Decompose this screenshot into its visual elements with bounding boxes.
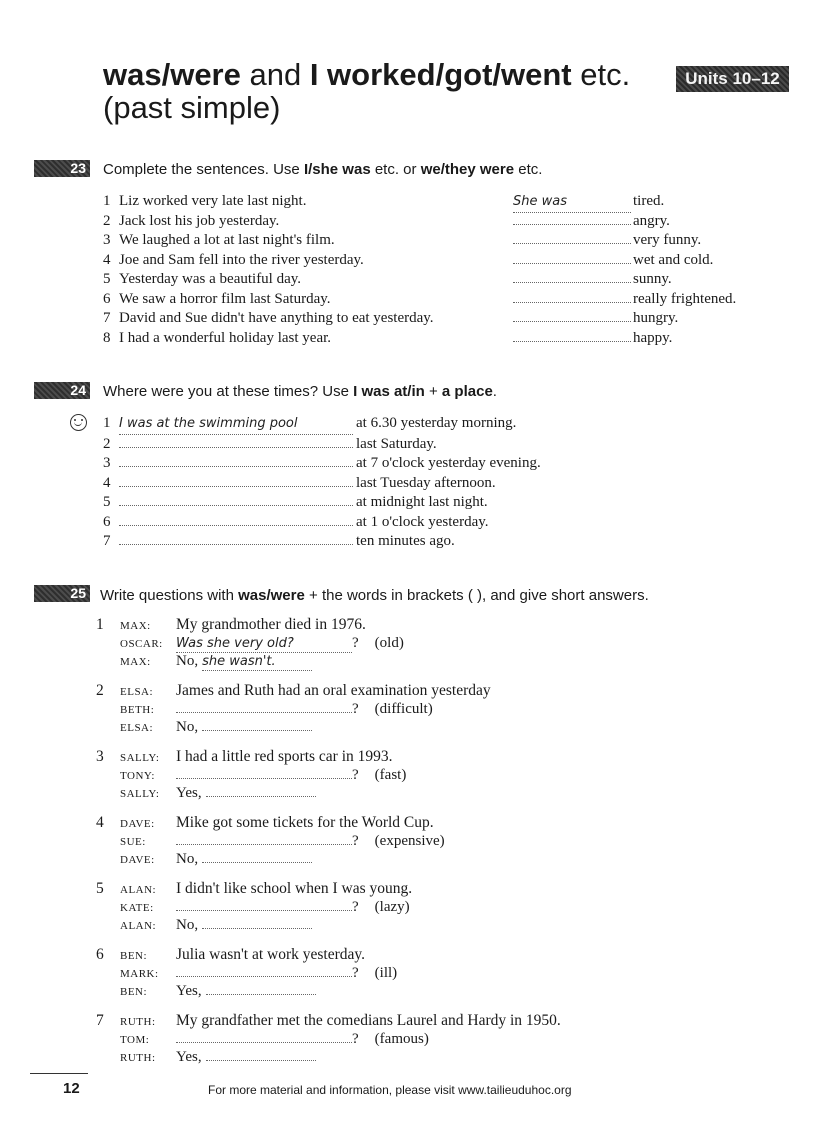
- item-number: 2: [103, 435, 111, 452]
- item-ending: happy.: [633, 329, 673, 346]
- item-number: 7: [103, 310, 111, 326]
- answer-start: Yes,: [176, 983, 202, 999]
- item-number: 6: [103, 290, 111, 307]
- item-ending: at 7 o'clock yesterday evening.: [356, 455, 541, 471]
- hint-text: (old): [374, 635, 404, 651]
- item-ending: very funny.: [633, 232, 702, 248]
- item-ending: wet and cold.: [633, 251, 714, 268]
- answer-group: [513, 290, 736, 310]
- question-blank[interactable]: [176, 1042, 352, 1043]
- item-sentence: Yesterday was a beautiful day.: [119, 271, 302, 287]
- speaker-name: ELSA:: [120, 686, 154, 698]
- answer-blank[interactable]: [206, 994, 316, 995]
- answer-blank[interactable]: [119, 466, 353, 467]
- dialogue-text: Julia wasn't at work yesterday.: [176, 946, 366, 963]
- question-blank[interactable]: [176, 712, 352, 713]
- item-number: 1: [96, 616, 104, 633]
- speaker-name: BEN:: [120, 986, 148, 998]
- dialogue-text: James and Ruth had an oral examination yesterday: [176, 682, 491, 699]
- speaker-name: RUTH:: [120, 1052, 156, 1064]
- list-item: [103, 309, 763, 329]
- dialogue-line: [96, 946, 561, 965]
- dialogue-line: [96, 1012, 561, 1031]
- speaker-name: OSCAR:: [120, 638, 163, 650]
- footer-note: For more material and information, please visit www.tailieuduhoc.org: [208, 1083, 572, 1097]
- speaker-name: DAVE:: [120, 818, 155, 830]
- question-blank[interactable]: [176, 778, 352, 779]
- item-number: 6: [96, 946, 104, 963]
- dialogue-line: [96, 917, 561, 935]
- hint-text: (lazy): [374, 899, 410, 915]
- speaker-name: DAVE:: [120, 854, 155, 866]
- exercise-23-list: [103, 192, 763, 348]
- hint-text: (ill): [374, 965, 398, 981]
- answer-blank[interactable]: [206, 796, 316, 797]
- answer-blank[interactable]: [513, 243, 631, 244]
- item-number: 4: [103, 251, 111, 268]
- item-ending: at 1 o'clock yesterday.: [356, 513, 489, 530]
- list-item: [103, 329, 763, 349]
- item-ending: hungry.: [633, 310, 679, 326]
- dialogue-line: [96, 1031, 561, 1049]
- list-item: [103, 474, 541, 494]
- question-blank[interactable]: Was she very old?: [176, 635, 352, 653]
- speaker-name: KATE:: [120, 902, 154, 914]
- dialogue-line: [96, 833, 561, 851]
- answer-start: Yes,: [176, 785, 202, 801]
- speaker-name: RUTH:: [120, 1016, 156, 1028]
- dialogue-block: [96, 1012, 561, 1067]
- footer-rule: [30, 1073, 88, 1074]
- question-blank[interactable]: [176, 910, 352, 911]
- speaker-name: TONY:: [120, 770, 155, 782]
- unit-badge: Units 10–12: [676, 66, 789, 92]
- answer-group: [513, 309, 678, 329]
- speaker-name: MARK:: [120, 968, 159, 980]
- answer-blank[interactable]: [513, 341, 631, 342]
- item-number: 1: [103, 193, 111, 209]
- item-ending: angry.: [633, 212, 670, 229]
- speaker-name: BEN:: [120, 950, 148, 962]
- answer-blank[interactable]: [119, 525, 353, 526]
- smiley-icon: [70, 414, 87, 431]
- question-mark: ?: [352, 635, 359, 651]
- dialogue-line: [96, 653, 561, 671]
- speaker-name: BETH:: [120, 704, 155, 716]
- dialogue-text: I had a little red sports car in 1993.: [176, 748, 393, 765]
- answer-start: No,: [176, 851, 199, 867]
- dialogue-line: [96, 635, 561, 653]
- speaker-name: MAX:: [120, 620, 151, 632]
- list-item: [103, 493, 541, 513]
- question-mark: ?: [352, 767, 359, 783]
- list-item: [103, 513, 541, 533]
- item-ending: ten minutes ago.: [356, 533, 455, 549]
- list-item: [103, 231, 763, 251]
- hint-text: (famous): [374, 1031, 429, 1047]
- answer-blank[interactable]: she wasn't.: [202, 653, 312, 671]
- list-item: [103, 290, 763, 310]
- dialogue-block: [96, 880, 561, 935]
- item-ending: really frightened.: [633, 290, 737, 307]
- item-number: 5: [96, 880, 104, 897]
- answer-blank[interactable]: [119, 447, 353, 448]
- exercise-instruction: Write questions with was/were + the words in brackets ( ), and give short answers.: [100, 587, 649, 604]
- answer-group: [513, 251, 713, 271]
- answer-blank[interactable]: [119, 486, 353, 487]
- answer-blank[interactable]: [202, 928, 312, 929]
- dialogue-block: [96, 682, 561, 737]
- speaker-name: ALAN:: [120, 884, 157, 896]
- answer-group: [513, 192, 664, 213]
- speaker-name: SUE:: [120, 836, 146, 848]
- dialogue-line: [96, 880, 561, 899]
- question-mark: ?: [352, 701, 359, 717]
- exercise-25-list: [96, 616, 561, 1078]
- question-mark: ?: [352, 1031, 359, 1047]
- item-number: 1: [103, 415, 111, 431]
- list-item: [103, 454, 541, 474]
- item-sentence: We laughed a lot at last night's film.: [119, 232, 335, 248]
- item-number: 4: [96, 814, 104, 831]
- exercise-instruction: Where were you at these times? Use I was at/in + a place.: [103, 383, 497, 400]
- dialogue-text: Mike got some tickets for the World Cup.: [176, 814, 434, 831]
- item-number: 2: [96, 682, 104, 699]
- dialogue-line: [96, 682, 561, 701]
- question-mark: ?: [352, 833, 359, 849]
- list-item: [103, 270, 763, 290]
- speaker-name: ALAN:: [120, 920, 157, 932]
- answer-start: No,: [176, 719, 199, 735]
- answer-blank[interactable]: [119, 505, 353, 506]
- answer-group: [513, 212, 670, 232]
- answer-blank[interactable]: [202, 730, 312, 731]
- answer-blank[interactable]: [513, 302, 631, 303]
- dialogue-line: [96, 767, 561, 785]
- hint-text: (fast): [374, 767, 407, 783]
- dialogue-line: [96, 983, 561, 1001]
- dialogue-line: [96, 899, 561, 917]
- item-ending: at midnight last night.: [356, 494, 488, 510]
- question-mark: ?: [352, 899, 359, 915]
- item-number: 5: [103, 271, 111, 287]
- dialogue-line: [96, 965, 561, 983]
- item-ending: tired.: [633, 193, 665, 209]
- item-number: 4: [103, 474, 111, 491]
- item-number: 3: [96, 748, 104, 765]
- hint-text: (expensive): [374, 833, 445, 849]
- item-sentence: I had a wonderful holiday last year.: [119, 329, 332, 346]
- speaker-name: MAX:: [120, 656, 151, 668]
- speaker-name: SALLY:: [120, 752, 160, 764]
- item-number: 6: [103, 513, 111, 530]
- list-item: [103, 414, 541, 435]
- item-sentence: David and Sue didn't have anything to eat yesterday.: [119, 310, 434, 326]
- question-blank[interactable]: [176, 976, 352, 977]
- dialogue-text: My grandfather met the comedians Laurel and Hardy in 1950.: [176, 1012, 561, 1029]
- item-sentence: Liz worked very late last night.: [119, 193, 307, 209]
- item-number: 3: [103, 232, 111, 248]
- page-number: 12: [63, 1080, 80, 1097]
- exercise-number-badge: 25: [34, 585, 90, 602]
- item-ending: last Saturday.: [356, 435, 437, 452]
- answer-blank[interactable]: [513, 321, 631, 322]
- dialogue-line: [96, 719, 561, 737]
- dialogue-line: [96, 785, 561, 803]
- answer-group: [513, 270, 672, 290]
- item-ending: at 6.30 yesterday morning.: [356, 415, 517, 431]
- item-sentence: We saw a horror film last Saturday.: [119, 290, 331, 307]
- page-title: was/were and I worked/got/went etc. (past simple): [103, 57, 631, 125]
- answer-blank[interactable]: I was at the swimming pool: [119, 414, 353, 435]
- item-sentence: Joe and Sam fell into the river yesterday.: [119, 251, 364, 268]
- answer-group: [513, 231, 701, 251]
- list-item: [103, 251, 763, 271]
- answer-blank[interactable]: [119, 544, 353, 545]
- speaker-name: ELSA:: [120, 722, 154, 734]
- exercise-number-badge: 23: [34, 160, 90, 177]
- list-item: [103, 435, 541, 455]
- dialogue-block: [96, 748, 561, 803]
- question-mark: ?: [352, 965, 359, 981]
- exercise-24-list: [103, 414, 541, 552]
- dialogue-line: [96, 814, 561, 833]
- answer-blank[interactable]: [513, 282, 631, 283]
- dialogue-text: My grandmother died in 1976.: [176, 616, 366, 633]
- answer-blank[interactable]: She was: [513, 192, 631, 213]
- exercise-instruction: Complete the sentences. Use I/she was etc. or we/they were etc.: [103, 161, 543, 178]
- answer-blank[interactable]: [202, 862, 312, 863]
- speaker-name: TOM:: [120, 1034, 150, 1046]
- item-sentence: Jack lost his job yesterday.: [119, 212, 280, 229]
- answer-start: Yes,: [176, 1049, 202, 1065]
- item-number: 2: [103, 212, 111, 229]
- answer-start: No,: [176, 917, 199, 933]
- speaker-name: SALLY:: [120, 788, 160, 800]
- dialogue-line: [96, 851, 561, 869]
- dialogue-line: [96, 701, 561, 719]
- list-item: [103, 212, 763, 232]
- exercise-number-badge: 24: [34, 382, 90, 399]
- hint-text: (difficult): [374, 701, 433, 717]
- answer-start: No,: [176, 653, 199, 669]
- answer-blank[interactable]: [206, 1060, 316, 1061]
- question-blank[interactable]: [176, 844, 352, 845]
- item-number: 5: [103, 494, 111, 510]
- dialogue-block: [96, 616, 561, 671]
- item-ending: sunny.: [633, 271, 672, 287]
- answer-blank[interactable]: [513, 263, 631, 264]
- dialogue-line: [96, 616, 561, 635]
- answer-group: [513, 329, 672, 349]
- answer-blank[interactable]: [513, 224, 631, 225]
- dialogue-block: [96, 946, 561, 1001]
- dialogue-line: [96, 748, 561, 767]
- list-item: [103, 532, 541, 552]
- item-ending: last Tuesday afternoon.: [356, 474, 496, 491]
- dialogue-block: [96, 814, 561, 869]
- item-number: 3: [103, 455, 111, 471]
- dialogue-text: I didn't like school when I was young.: [176, 880, 413, 897]
- item-number: 8: [103, 329, 111, 346]
- list-item: [103, 192, 763, 212]
- item-number: 7: [103, 533, 111, 549]
- item-number: 7: [96, 1012, 104, 1029]
- dialogue-line: [96, 1049, 561, 1067]
